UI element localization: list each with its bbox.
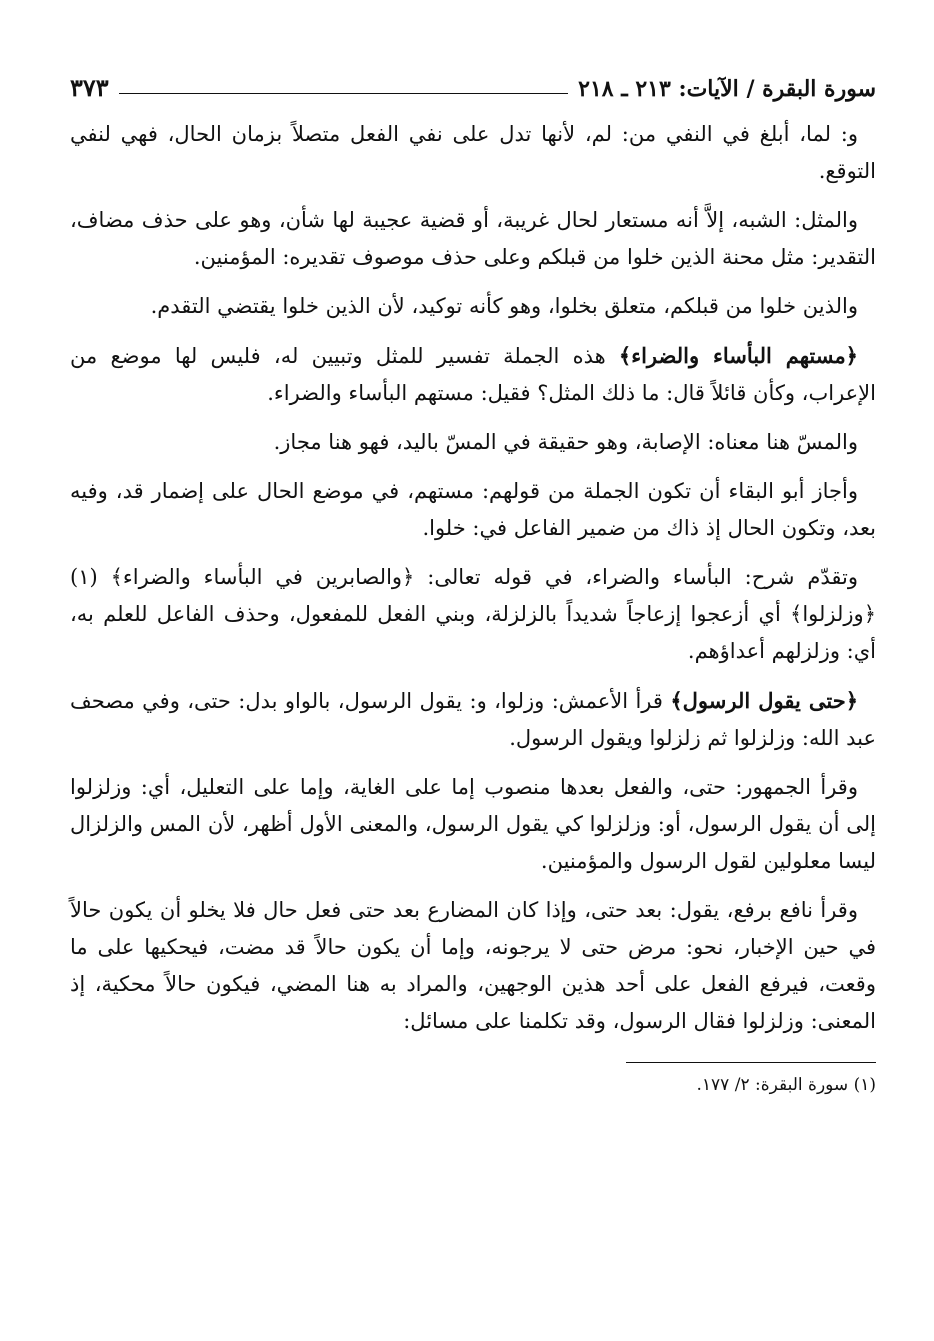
body-text — [70, 116, 876, 1040]
paragraph: والمثل: الشبه، إلاَّ أنه مستعار لحال غريبة، أو قضية عجيبة لها شأن، وهو على حذف مضاف، التقدير: مثل محنة الذين خلوا من قبلكم وعلى حذف موصوف تقديره: المؤمنين. — [70, 208, 876, 269]
paragraph: ﴿مستهم البأساء والضراء﴾ هذه الجملة تفسير للمثل وتبيين له، فليس لها موضع من الإعراب، وكأن قائلاً قال: ما ذلك المثل؟ فقيل: مستهم البأساء والضراء. — [70, 343, 876, 405]
quranic-quote: ﴿مستهم البأساء والضراء﴾ — [618, 343, 858, 368]
paragraph: والذين خلوا من قبلكم، متعلق بخلوا، وهو كأنه توكيد، لأن الذين خلوا يقتضي التقدم. — [150, 294, 858, 318]
chapter-title: سورة البقرة / الآيات: ٢١٣ ـ ٢١٨ — [578, 76, 876, 102]
paragraph: والمسّ هنا معناه: الإصابة، وهو حقيقة في المسّ باليد، فهو هنا مجاز. — [273, 430, 858, 454]
page-number: ٣٧٣ — [70, 73, 109, 102]
paragraph: وقرأ الجمهور: حتى، والفعل بعدها منصوب إما على الغاية، وإما على التعليل، أي: وزلزلوا إلى أن يقول الرسول، أو: وزلزلوا كي يقول الرسول، والمعنى الأول أظهر، لأن المس والزلزال ليسا معلولين لقول الرسول والمؤمنين. — [70, 775, 876, 873]
paragraph: و: لما، أبلغ في النفي من: لم، لأنها تدل على نفي الفعل متصلاً بزمان الحال، فهي لنفي التوقع. — [70, 122, 876, 183]
header-rule — [119, 93, 568, 94]
paragraph: وقرأ نافع برفع، يقول: بعد حتى، وإذا كان المضارع بعد حتى فعل حال فلا يخلو أن يكون حالاً في حين الإخبار، نحو: مرض حتى لا يرجونه، وإما أن يكون حالاً قد مضت، فيحكيها على ما وقعت، فيرفع الفعل على أحد هذين الوجهين، والمراد به هنا المضي، فيكون حالاً محكية، إذ المعنى: وزلزلوا فقال الرسول، وقد تكلمنا على مسائل: — [70, 898, 876, 1033]
running-header — [70, 62, 876, 102]
document-page — [70, 62, 876, 1099]
paragraph: وتقدّم شرح: البأساء والضراء، في قوله تعالى: ﴿والصابرين في البأساء والضراء﴾ (١) ﴿وزلزلوا﴾ أي أزعجوا إزعاجاً شديداً بالزلزلة، وبني الفعل للمفعول، وحذف الفاعل للعلم به، أي: وزلزلهم أعداؤهم. — [70, 565, 876, 663]
paragraph: ﴿حتى يقول الرسول﴾ قرأ الأعمش: وزلوا، و: يقول الرسول، بالواو بدل: حتى، وفي مصحف عبد الله: وزلزلوا ثم زلزلوا ويقول الرسول. — [70, 688, 876, 750]
footnote: (١) سورة البقرة: ٢/ ١٧٧. — [696, 1075, 876, 1095]
quranic-quote: ﴿حتى يقول الرسول﴾ — [670, 688, 858, 713]
paragraph: وأجاز أبو البقاء أن تكون الجملة من قولهم: مستهم، في موضع الحال على إضمار قد، وفيه بعد، وتكون الحال إذ ذاك من ضمير الفاعل في: خلوا. — [70, 479, 876, 540]
footnote-rule — [626, 1062, 876, 1063]
